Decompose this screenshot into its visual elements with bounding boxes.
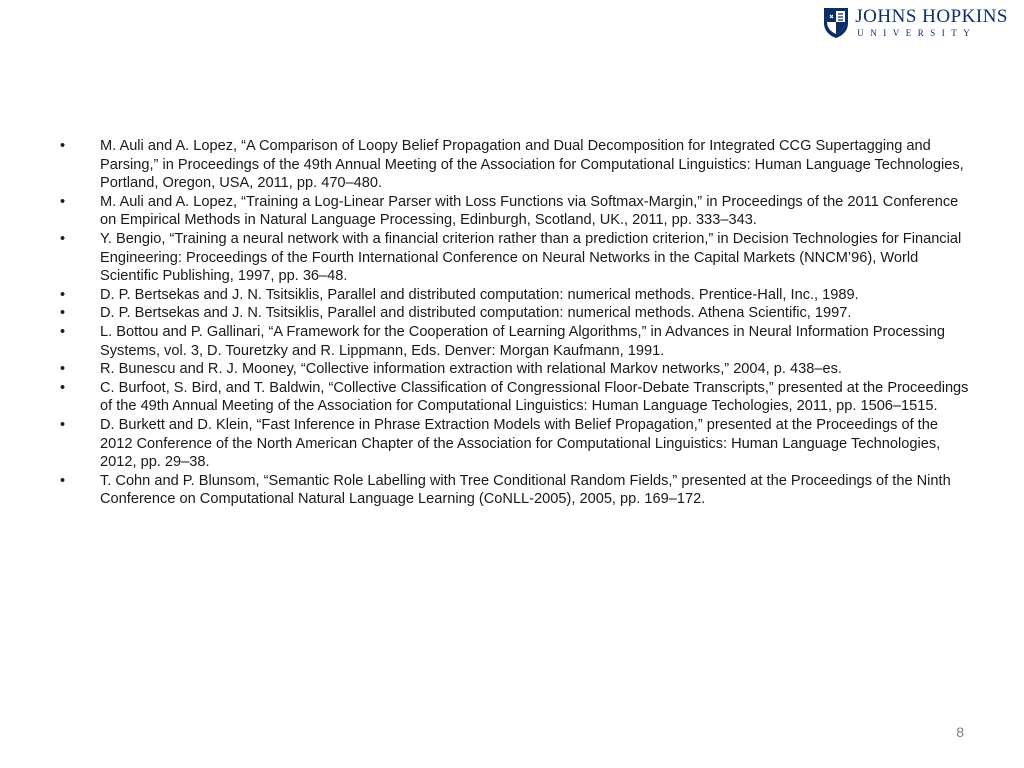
logo-name: JOHNS HOPKINS bbox=[855, 6, 1008, 27]
reference-item: • D. Burkett and D. Klein, “Fast Inference in Phrase Extraction Models with Belief Propagation,” presented at the Proceedings of the 2012 Conference of the North American Chapter of the Association for Computational Linguistics: Human Language Technologies, 2012, pp. 29–38. bbox=[60, 416, 970, 472]
reference-item: • T. Cohn and P. Blunsom, “Semantic Role Labelling with Tree Conditional Random Fields,” presented at the Proceedings of the Ninth Conference on Computational Natural Language Learning (CoNLL-2005), 2005, pp. 169–172. bbox=[60, 472, 970, 509]
page-number: 8 bbox=[956, 724, 964, 740]
reference-item: • Y. Bengio, “Training a neural network with a financial criterion rather than a prediction criterion,” in Decision Technologies for Financial Engineering: Proceedings of the Fourth International Conference on Neural Networks in the Capital Markets (NNCM’96), World Scientific Publishing, 1997, pp. 36–48. bbox=[60, 230, 970, 286]
reference-item: • R. Bunescu and R. J. Mooney, “Collective information extraction with relational Markov networks,” 2004, p. 438–es. bbox=[60, 360, 970, 379]
logo-subtitle: UNIVERSITY bbox=[857, 28, 977, 38]
university-logo bbox=[823, 6, 1008, 39]
shield-icon bbox=[823, 7, 849, 39]
reference-item: • D. P. Bertsekas and J. N. Tsitsiklis, Parallel and distributed computation: numerical methods. Athena Scientific, 1997. bbox=[60, 304, 970, 323]
reference-item: • M. Auli and A. Lopez, “A Comparison of Loopy Belief Propagation and Dual Decomposition for Integrated CCG Supertagging and Parsing,” in Proceedings of the 49th Annual Meeting of the Association for Computational Linguistics: Human Language Technologies, Portland, Oregon, USA, 2011, pp. 470–480. bbox=[60, 137, 970, 193]
reference-item: • L. Bottou and P. Gallinari, “A Framework for the Cooperation of Learning Algorithms,” in Advances in Neural Information Processing Systems, vol. 3, D. Touretzky and R. Lippmann, Eds. Denver: Morgan Kaufmann, 1991. bbox=[60, 323, 970, 360]
reference-item: • C. Burfoot, S. Bird, and T. Baldwin, “Collective Classification of Congressional Floor-Debate Transcripts,” presented at the Proceedings of the 49th Annual Meeting of the Association for Computational Linguistics: Human Language Techologies, 2011, pp. 1506–1515. bbox=[60, 379, 970, 416]
reference-item: • M. Auli and A. Lopez, “Training a Log-Linear Parser with Loss Functions via Softmax-Margin,” in Proceedings of the 2011 Conference on Empirical Methods in Natural Language Processing, Edinburgh, Scotland, UK., 2011, pp. 333–343. bbox=[60, 193, 970, 230]
reference-item: • D. P. Bertsekas and J. N. Tsitsiklis, Parallel and distributed computation: numerical methods. Prentice-Hall, Inc., 1989. bbox=[60, 286, 970, 305]
reference-list bbox=[60, 137, 970, 509]
